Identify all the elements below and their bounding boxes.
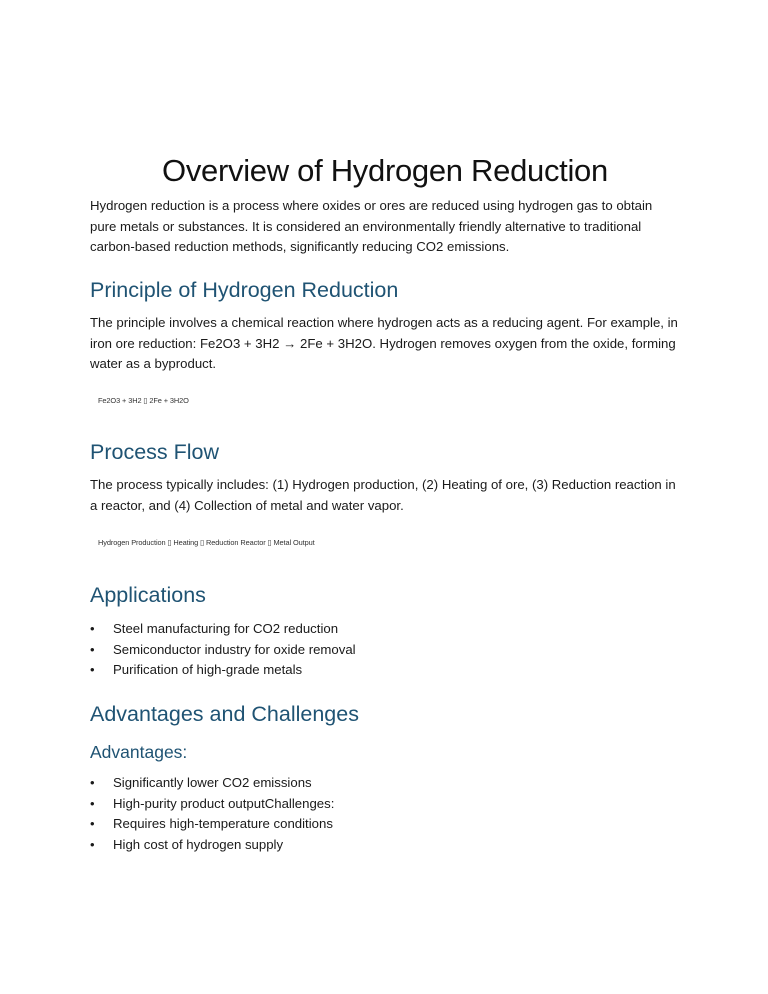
bullet-icon: • bbox=[90, 641, 95, 657]
applications-list bbox=[90, 619, 680, 681]
bullet-icon: • bbox=[90, 795, 95, 811]
bullet-icon: • bbox=[90, 775, 95, 790]
list-item-text: High cost of hydrogen supply bbox=[113, 836, 284, 852]
list-item bbox=[90, 640, 680, 661]
list-item bbox=[90, 814, 680, 835]
process-flow-figure: Hydrogen Production ▯ Heating ▯ Reduction Reactor ▯ Metal Output bbox=[98, 538, 315, 547]
intro-paragraph: Hydrogen reduction is a process where oxides or ores are reduced using hydrogen gas to obtain pure metals or substances. It is considered an environmentally friendly alternative to traditional carbon-based reduction methods, significantly reducing CO2 emissions. bbox=[90, 198, 653, 254]
advantages-challenges-heading: Advantages and Challenges bbox=[90, 702, 359, 726]
list-item-text: Significantly lower CO2 emissions bbox=[113, 775, 312, 790]
list-item-text: Steel manufacturing for CO2 reduction bbox=[113, 621, 339, 636]
list-item bbox=[90, 619, 680, 640]
list-item bbox=[90, 835, 680, 856]
list-item-text: Requires high-temperature conditions bbox=[113, 816, 333, 831]
bullet-icon: • bbox=[90, 621, 95, 636]
list-item bbox=[90, 660, 680, 681]
list-item bbox=[90, 773, 680, 794]
process-heading: Process Flow bbox=[90, 440, 220, 464]
principle-heading: Principle of Hydrogen Reduction bbox=[90, 278, 399, 302]
advantages-subheading: Advantages: bbox=[90, 742, 188, 762]
list-item-text: Purification of high-grade metals bbox=[113, 662, 303, 677]
list-item-text: High-purity product outputChallenges: bbox=[113, 795, 335, 811]
applications-heading: Applications bbox=[90, 583, 206, 607]
bullet-icon: • bbox=[90, 836, 95, 852]
principle-equation-figure: Fe2O3 + 3H2 ▯ 2Fe + 3H2O bbox=[98, 396, 189, 405]
bullet-icon: • bbox=[90, 816, 95, 831]
principle-paragraph: The principle involves a chemical reaction where hydrogen acts as a reducing agent. For example, in iron ore reduction: Fe2O3 + 3H2 → 2Fe + 3H2O. Hydrogen removes oxygen from the oxide, forming water as a byproduct. bbox=[90, 315, 678, 371]
bullet-icon: • bbox=[90, 662, 95, 677]
process-paragraph: The process typically includes: (1) Hydrogen production, (2) Heating of ore, (3) Reduction reaction in a reactor, and (4) Collection of metal and water vapor. bbox=[90, 477, 676, 513]
advantages-challenges-list bbox=[90, 773, 680, 855]
list-item bbox=[90, 794, 680, 815]
document-title: Overview of Hydrogen Reduction bbox=[162, 153, 608, 188]
list-item-text: Semiconductor industry for oxide removal bbox=[113, 641, 356, 657]
